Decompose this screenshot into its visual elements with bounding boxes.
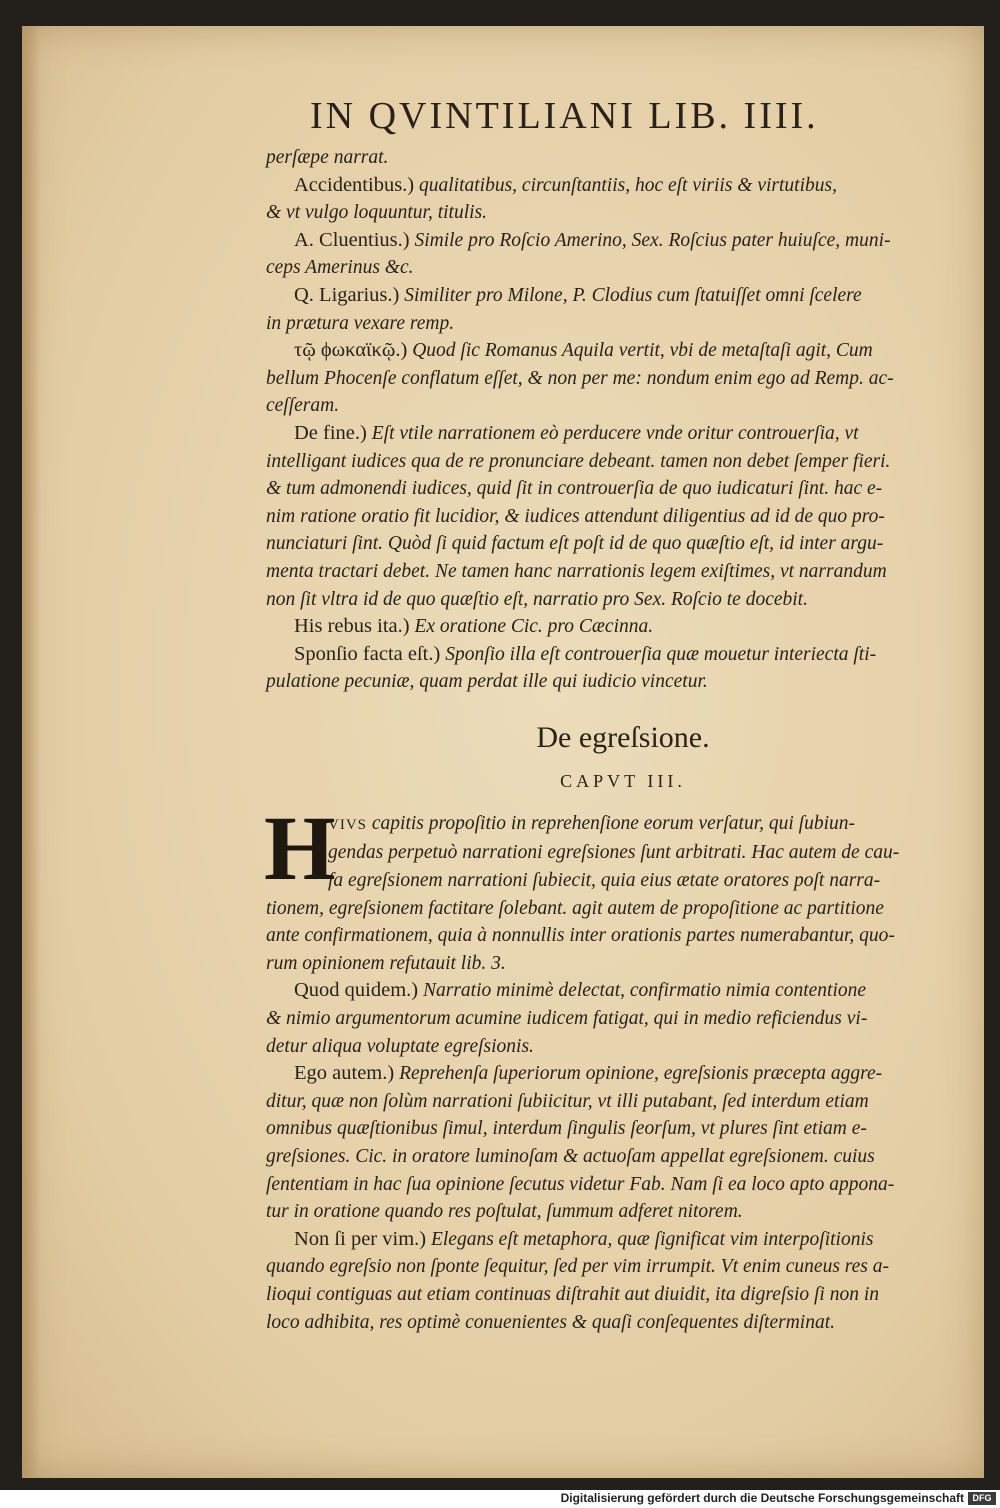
book-page [22,26,984,1478]
text-line [266,503,980,531]
page-content [266,94,980,1336]
commentary-text: tionem, egreſsionem factitare ſolebant. agit autem de propoſitione ac partitione [266,897,884,919]
text-line [266,668,980,696]
text-line [266,950,980,978]
commentary-text: Simile pro Roſcio Amerino, Sex. Roſcius pater huiuſce, muni- [409,229,891,251]
text-line [266,641,980,669]
commentary-text: tur in oratione quando res poſtulat, ſummum adferet nitorem. [266,1201,743,1223]
text-line [266,172,980,200]
page-gutter [22,26,40,1478]
lemma: Q. Ligarius.) [294,283,400,306]
text-line [266,1060,980,1088]
funding-notice: Digitalisierung gefördert durch die Deutsche Forschungsgemeinschaft [560,1491,964,1505]
commentary-text: ante confirmationem, quia à nonnullis inter orationis partes numerabantur, quo- [266,925,895,947]
text-line [266,977,980,1005]
commentary-text: loco adhibita, res optimè conuenientes & quaſi conſequentes diſterminat. [266,1311,836,1333]
commentary-text: ditur, quæ non ſolùm narrationi ſubiicitur, vt illi putabant, ſed interdum etiam [266,1090,869,1112]
commentary-text: non ſit vltra id de quo quæſtio eſt, narratio pro Sex. Roſcio te docebit. [266,588,808,610]
commentary-text: menta tractari debet. Ne tamen hanc narrationis legem exiſtimes, vt narrandum [266,560,887,582]
text-line [266,254,980,282]
text-line [266,895,980,923]
text-line [266,199,980,227]
commentary-text: Narratio minimè delectat, confirmatio nimia contentione [418,980,867,1002]
text-line [266,1253,980,1281]
lemma: A. Cluentius.) [294,228,410,251]
commentary-text: lioqui contiguas aut etiam continuas diſtrahit aut diuidit, ita digreſsio ſi non in [266,1283,879,1305]
lemma: Quod quidem.) [294,979,419,1002]
lemma: Ego autem.) [294,1062,395,1085]
lemma: De fine.) [294,421,367,444]
text-line [266,839,980,867]
text-line [266,227,980,255]
commentary-text: pulatione pecuniæ, quam perdat ille qui iudicio vincetur. [266,671,708,693]
commentary-text: qualitatibus, circunſtantiis, hoc eſt viriis & virtutibus, [414,174,837,196]
text-line [266,282,980,310]
text-line [266,1143,980,1171]
lemma: Sponſio facta eſt.) [294,642,441,665]
text-line [266,144,980,172]
commentary-text: Ex oratione Cic. pro Cæcinna. [409,616,654,638]
text-line [266,1198,980,1226]
commentary-text: ceps Amerinus &c. [266,257,414,279]
lemma: τῷ ϕωκαϊκῷ.) [294,339,408,362]
text-line [266,810,980,840]
text-line [266,613,980,641]
text-line [266,1226,980,1254]
text-line [266,337,980,365]
commentary-text: detur aliqua voluptate egreſsionis. [266,1035,534,1057]
commentary-text: ſententiam in hac ſua opinione ſecutus videtur Fab. Nam ſi ea loco apto appona- [266,1173,895,1195]
dropcap-initial: H [264,796,336,899]
commentary-text: ſa egreſsionem narrationi ſubiecit, quia eius ætate oratores poſt narra- [328,870,881,892]
text-line [266,922,980,950]
text-line [266,1088,980,1116]
text-line [266,586,980,614]
commentary-section-2 [266,895,980,1337]
commentary-text: nim ratione oratio fit lucidior, & iudices attendunt diligentius ad id de quo pro- [266,505,885,527]
text-line [266,1171,980,1199]
text-line [266,310,980,338]
text-line [266,448,980,476]
chapter-label: CAPVT III. [560,770,686,791]
commentary-text: in prætura vexare remp. [266,312,455,334]
text-line [266,392,980,420]
commentary-text: Quod ſic Romanus Aquila vertit, vbi de metaſtaſi agit, Cum [407,340,873,362]
commentary-text: omnibus quæſtionibus ſimul, interdum ſingulis ſeorſum, vt plures ſint etiam e- [266,1118,867,1140]
section-heading: De egreſsione. [536,720,710,754]
dropcap-lines [266,810,980,895]
lemma: His rebus ita.) [294,615,410,638]
commentary-text: & nimio argumentorum acumine iudicem fatigat, qui in medio reficiendus vi- [266,1008,868,1030]
commentary-text: intelligant iudices qua de re pronunciare debeant. tamen non debet ſemper fieri. [266,450,891,472]
text-line [266,1281,980,1309]
dfg-logo: DFG [968,1492,996,1505]
text-line [266,475,980,503]
text-line [266,420,980,448]
running-head: IN QVINTILIANI LIB. IIII. [310,95,819,137]
commentary-section-1 [266,144,980,696]
text-line [266,1309,980,1337]
text-line [266,1005,980,1033]
text-line [266,365,980,393]
text-line [266,530,980,558]
commentary-text: nunciaturi ſint. Quòd ſi quid factum eſt poſt id de quo quæſtio eſt, id inter argu- [266,533,884,555]
commentary-text: rum opinionem refutauit lib. 3. [266,952,506,974]
text-line [266,1033,980,1061]
commentary-text: quando egreſsio non ſponte ſequitur, ſed per vim irrumpit. Vt enim cuneus res a- [266,1256,890,1278]
commentary-text: gendas perpetuò narrationi egreſsiones ſunt arbitrati. Hac autem de cau- [328,842,900,864]
text-line [266,867,980,895]
commentary-text: greſsiones. Cic. in oratore luminoſam & actuoſam appellat egreſsionem. cuius [266,1146,875,1167]
commentary-text: ceſſeram. [266,395,340,417]
dropcap-paragraph [264,796,980,899]
commentary-text: Similiter pro Milone, P. Clodius cum ſtatuiſſet omni ſcelere [399,284,862,306]
text-line [266,558,980,586]
smallcaps-text: VIVS [328,816,368,833]
lemma: Accidentibus.) [294,173,415,196]
commentary-text: Reprehenſa ſuperiorum opinione, egreſsionis præcepta aggre- [394,1063,883,1085]
text-line [266,1115,980,1143]
commentary-text: capitis propoſitio in reprehenſione eorum verſatur, qui ſubiun- [367,812,856,834]
commentary-text: & vt vulgo loquuntur, titulis. [266,202,488,224]
commentary-text: & tum admonendi iudices, quid ſit in controuerſia de quo iudicaturi ſint. hac e- [266,478,883,500]
commentary-text: Sponſio illa eſt controuerſia quæ mouetur interiecta ſti- [440,643,877,665]
commentary-text: Elegans eſt metaphora, quæ ſignificat vim interpoſitionis [426,1228,874,1250]
commentary-text: Eſt vtile narrationem eò perducere vnde oritur controuerſia, vt [366,422,859,444]
commentary-text: perſæpe narrat. [266,147,389,168]
lemma: Non ſi per vim.) [294,1227,427,1250]
commentary-text: bellum Phocenſe conflatum eſſet, & non per me: nondum enim ego ad Remp. ac- [266,367,894,389]
